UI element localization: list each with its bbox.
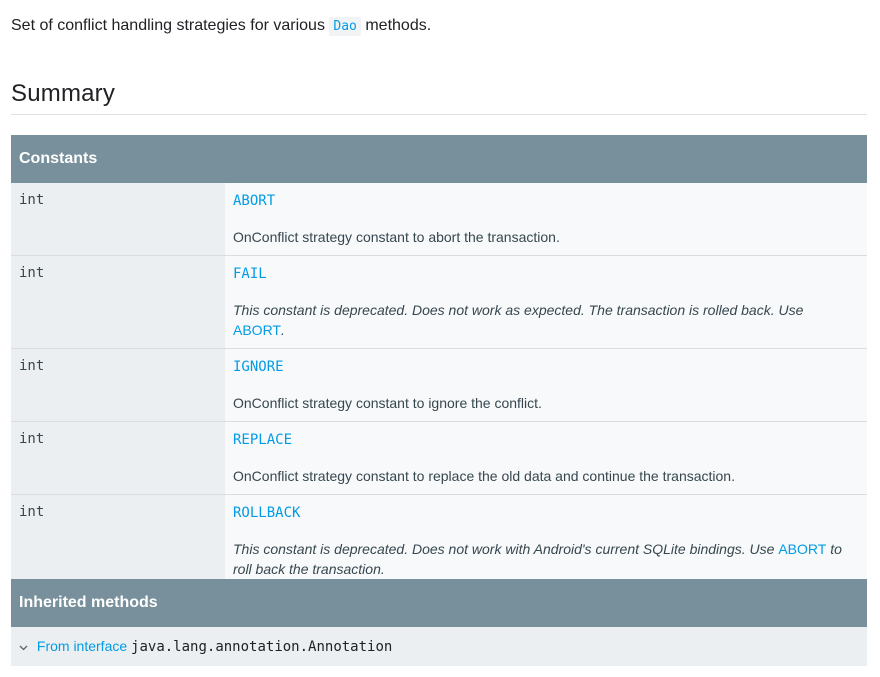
constant-row-replace	[11, 422, 867, 495]
inherited-methods-table	[11, 579, 867, 666]
constant-row-rollback	[11, 495, 867, 588]
constant-description-cell	[225, 349, 867, 422]
inherited-class-name: java.lang.annotation.Annotation	[131, 639, 393, 655]
constant-name-link-rollback[interactable]: ROLLBACK	[233, 505, 301, 521]
intro-suffix: methods.	[365, 17, 432, 34]
constant-row-abort	[11, 183, 867, 256]
chevron-down-icon[interactable]	[19, 643, 31, 654]
constant-type: int	[11, 349, 225, 422]
constant-type: int	[11, 495, 225, 588]
description-text: OnConflict strategy constant to replace the old data and continue the transaction.	[233, 468, 735, 484]
abort-inline-link[interactable]: ABORT	[233, 322, 281, 338]
constant-name-link-abort[interactable]: ABORT	[233, 193, 276, 209]
constant-description	[233, 539, 859, 579]
abort-inline-link[interactable]: ABORT	[778, 541, 827, 557]
description-end: to roll back the transaction.	[233, 541, 842, 577]
constant-type: int	[11, 256, 225, 349]
constant-description	[233, 393, 859, 413]
constant-description	[233, 227, 859, 247]
summary-divider	[11, 114, 867, 115]
constant-name-link-ignore[interactable]: IGNORE	[233, 359, 284, 375]
intro-prefix: Set of conflict handling strategies for various	[11, 17, 325, 34]
description-text: This constant is deprecated. Does not work as expected. The transaction is rolled back. Use	[233, 302, 804, 318]
constant-name-link-replace[interactable]: REPLACE	[233, 432, 293, 448]
constant-description-cell	[225, 183, 867, 256]
from-interface-link[interactable]: From interface	[36, 638, 128, 654]
constant-type: int	[11, 422, 225, 495]
constant-name-link-fail[interactable]: FAIL	[233, 266, 267, 282]
constant-row-ignore	[11, 349, 867, 422]
dao-code-link[interactable]: Dao	[329, 17, 360, 36]
constants-table	[11, 135, 867, 587]
description-text: OnConflict strategy constant to abort the transaction.	[233, 229, 560, 245]
constant-type: int	[11, 183, 225, 256]
constant-description-cell	[225, 495, 867, 588]
summary-heading: Summary	[11, 80, 116, 107]
description-text: This constant is deprecated. Does not work with Android's current SQLite bindings. Use	[233, 541, 775, 557]
constant-description	[233, 300, 859, 340]
constants-header: Constants	[11, 135, 867, 183]
constant-row-fail	[11, 256, 867, 349]
constant-description	[233, 466, 859, 486]
inherited-methods-header: Inherited methods	[11, 579, 867, 627]
constant-description-cell	[225, 422, 867, 495]
intro-text	[11, 16, 431, 37]
description-text: OnConflict strategy constant to ignore the conflict.	[233, 395, 542, 411]
inherited-row[interactable]	[11, 627, 867, 666]
constant-description-cell	[225, 256, 867, 349]
description-end: .	[280, 322, 285, 338]
